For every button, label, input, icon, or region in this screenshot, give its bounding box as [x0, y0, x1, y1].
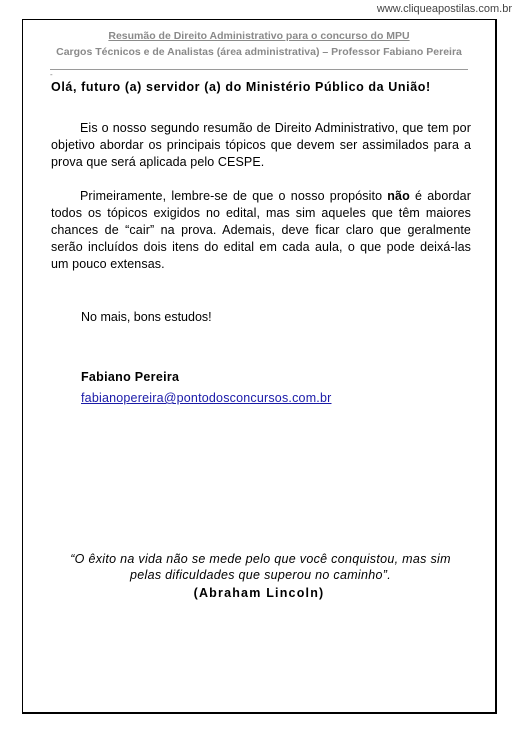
quote-text: “O êxito na vida não se mede pelo que você conquistou, mas sim pelas dificuldades que superou no caminho”. — [70, 552, 451, 582]
paragraph-intro: Eis o nosso segundo resumão de Direito Administrativo, que tem por objetivo abordar os principais tópicos que devem ser assimilados para a prova que será aplicada pelo CESPE. — [51, 121, 471, 169]
paragraph-purpose-start: Primeiramente, lembre-se de que o nosso propósito — [80, 189, 388, 203]
header-divider — [50, 69, 468, 70]
paragraph-purpose-emphasis: não — [387, 189, 410, 203]
quote-author: (Abraham Lincoln) — [193, 586, 325, 600]
site-url: www.cliqueapostilas.com.br — [376, 3, 512, 15]
page-frame — [22, 19, 497, 714]
closing-line: No mais, bons estudos! — [81, 310, 212, 324]
document-header — [23, 28, 495, 60]
greeting: Olá, futuro (a) servidor (a) do Ministério Público da União! — [51, 80, 431, 94]
author-email-link[interactable]: fabianopereira@pontodosconcursos.com.br — [81, 391, 332, 405]
header-title: Resumão de Direito Administrativo para o concurso do MPU — [108, 30, 410, 42]
paragraph-purpose — [51, 188, 471, 273]
paragraph-purpose-end: é abordar todos os tópicos exigidos no edital, mas sim aqueles que têm maiores chances de “cair” na prova. Ademais, deve ficar claro que geralmente serão incluídos dois itens do edital em cada aula, o que pode deixá-las um pouco extensas. — [51, 189, 472, 271]
author-name: Fabiano Pereira — [81, 370, 180, 384]
header-mark: - — [50, 70, 53, 79]
header-subtitle: Cargos Técnicos e de Analistas (área administrativa) – Professor Fabiano Pereira — [56, 46, 462, 58]
